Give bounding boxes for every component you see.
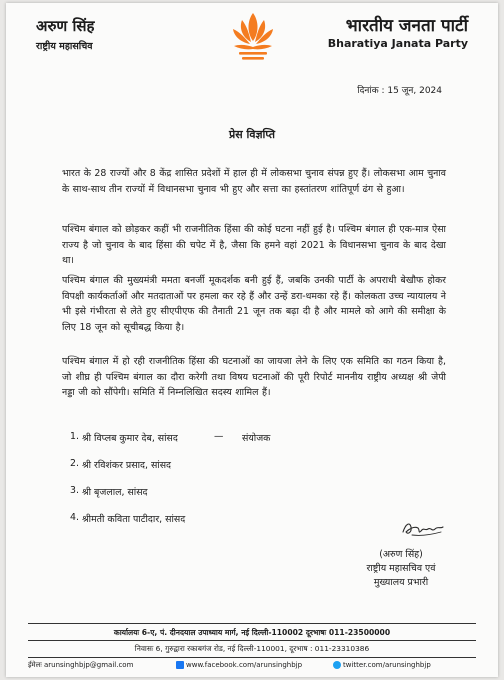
list-item (62, 512, 446, 539)
party-name-hindi: भारतीय जनता पार्टी (345, 16, 468, 36)
twitter-icon (333, 661, 341, 669)
body-paragraph: भारत के 28 राज्यों और 8 केंद्र शासित प्रदेशों में हाल ही में लोकसभा चुनाव संपन्न हुए हैं। लोकसभा आम चुनाव के साथ-साथ तीन राज्यों में विधानसभा चुनाव भी हुए और सत्ता का हस्तांतरण शांतिपूर्ण ढंग से हुआ। (62, 168, 446, 195)
committee-member-list (62, 431, 446, 539)
facebook-text: www.facebook.com/arunsinghbjp (186, 661, 303, 669)
member-name: श्री बृजलाल, सांसद (82, 487, 148, 498)
member-dash: — (214, 431, 224, 442)
page-title: प्रेस विज्ञप्ति (228, 128, 276, 141)
member-number: 4. (70, 512, 79, 523)
member-number: 3. (70, 485, 79, 496)
member-name: श्रीमती कविता पाटीदार, सांसद (82, 514, 186, 525)
member-name: श्री रविशंकर प्रसाद, सांसद (82, 460, 172, 471)
body-paragraph: पश्चिम बंगाल की मुख्यमंत्री ममता बनर्जी मूकदर्शक बनी हुई हैं, जबकि उनकी पार्टी के अपराधी बेखौफ होकर विपक्षी कार्यकर्ताओं और मतदाताओं पर हमला कर रहे हैं और उन्हें डरा-धमका रहे हैं। कोलकता उच्च न्यायालय ने भी इसे गंभीरता से लेते हुए सीएपीएफ की तैनाती 21 जून तक बढ़ा दी है और मामले को आगे की समीक्षा के लिए 18 जून को सूचीबद्ध किया है। (62, 275, 446, 333)
list-item (62, 485, 446, 512)
footer-contacts (28, 661, 476, 673)
signatory-designation: मुख्यालय प्रभारी (373, 577, 429, 588)
footer-email[interactable] (28, 661, 133, 670)
lotus-icon (230, 9, 276, 65)
footer-divider (28, 623, 476, 624)
facebook-icon (176, 661, 184, 669)
list-item (62, 431, 446, 458)
party-name-english: Bharatiya Janata Party (327, 37, 468, 50)
letter-page (6, 3, 498, 677)
footer-facebook-link[interactable] (176, 661, 302, 669)
member-number: 2. (70, 458, 79, 469)
letter-date: दिनांक : 15 जून, 2024 (357, 86, 442, 96)
member-number: 1. (70, 431, 79, 442)
signature (400, 517, 446, 539)
list-item (62, 458, 446, 485)
sender-name: अरुण सिंह (36, 17, 95, 35)
footer-divider (28, 640, 476, 641)
twitter-text: twitter.com/arunsinghbjp (343, 661, 431, 669)
body-paragraph: पश्चिम बंगाल को छोड़कर कहीं भी राजनीतिक हिंसा की कोई घटना नहीं हुई है। पश्चिम बंगाल ही एक-मात्र ऐसा राज्य है जो चुनाव के बाद हिंसा की चपेट में है, जैसा कि हमने वहां 2021 के विधानसभा चुनाव के बाद देखा था। (62, 224, 446, 266)
sender-designation: राष्ट्रीय महासचिव (36, 41, 93, 52)
signatory-name: (अरुण सिंह) (379, 549, 423, 560)
signature-block (336, 548, 466, 590)
footer-office-address: कार्यालयः 6-ए, पं. दीनदयाल उपाध्याय मार्ग, नई दिल्ली-110002 दूरभाषः 011-23500000 (113, 628, 391, 637)
footer-residence-address: निवासः 6, गुरुद्वारा रकाबगंज रोड, नई दिल्ली-110001, दूरभाष : 011-23310386 (134, 644, 370, 653)
footer-divider (28, 657, 476, 658)
member-name: श्री विप्लब कुमार देब, सांसद (82, 433, 178, 444)
footer-twitter-link[interactable] (333, 661, 431, 669)
email-text: ईमेलः arunsinghbjp@gmail.com (28, 661, 134, 669)
body-paragraph: पश्चिम बंगाल में हो रही राजनीतिक हिंसा की घटनाओं का जायजा लेने के लिए एक समिति का गठन किया है, जो शीघ्र ही पश्चिम बंगाल का दौरा करेगी तथा विषय घटनाओं की पूरी रिपोर्ट माननीय राष्ट्रीय अध्यक्ष श्री जेपी नड्डा जी को सौंपेगी। समिति में निम्नलिखित सदस्य शामिल हैं। (62, 356, 446, 398)
signatory-designation: राष्ट्रीय महासचिव एवं (366, 563, 436, 574)
member-role: संयोजक (242, 433, 271, 444)
